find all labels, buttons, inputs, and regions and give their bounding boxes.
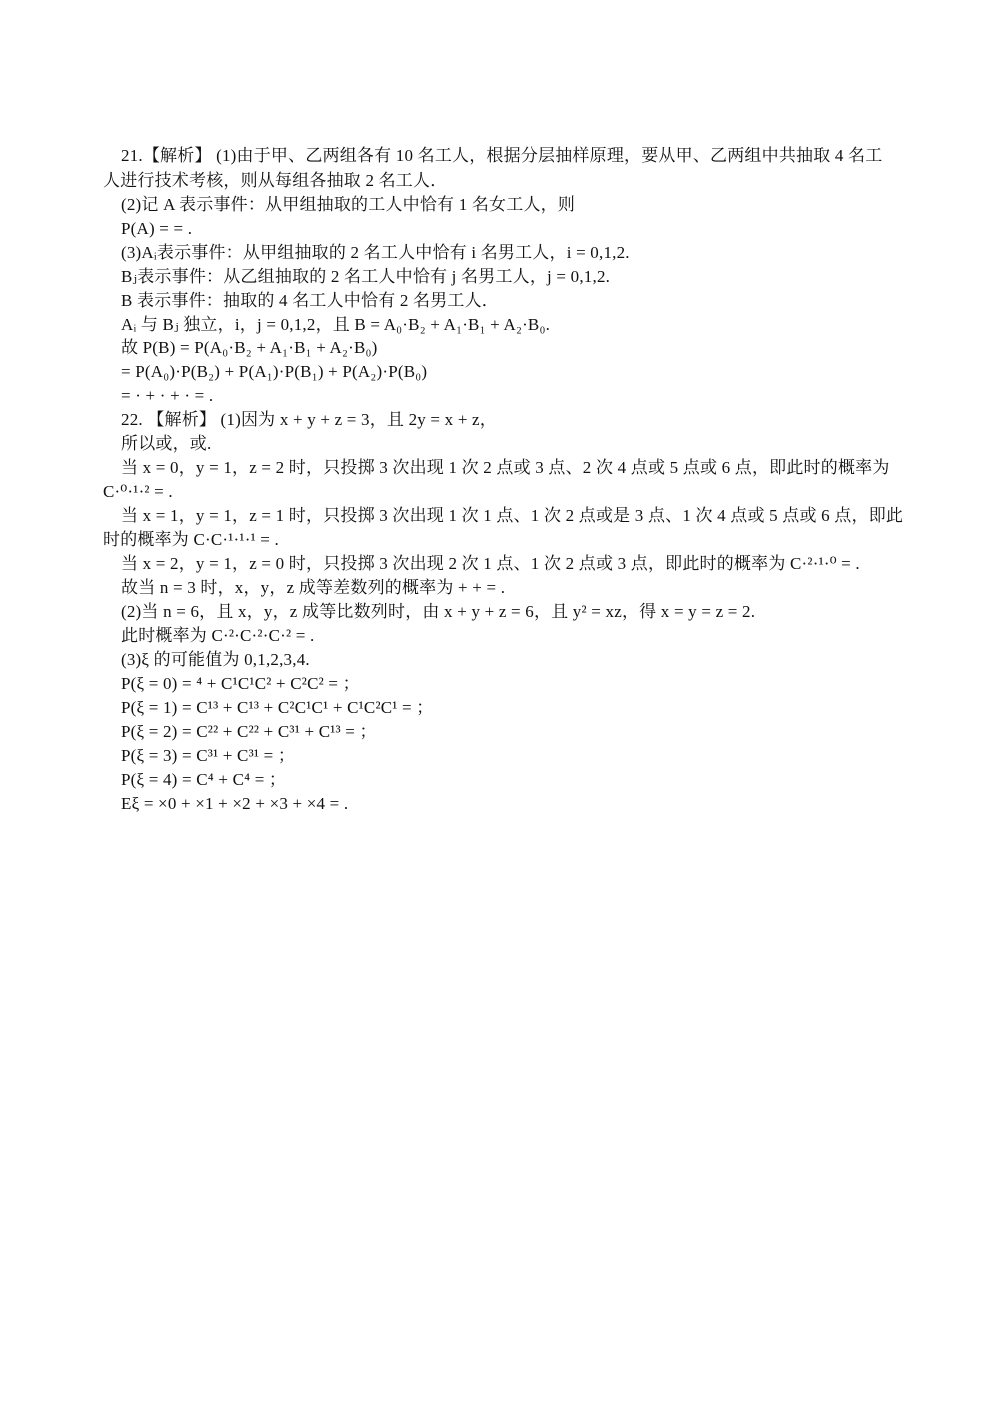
text-line: (2)当 n = 6，且 x，y，z 成等比数列时，由 x + y + z = 6，且 y² = xz，得 x = y = z = 2.: [121, 602, 756, 621]
text-line: P(A) = = .: [121, 219, 193, 238]
text-line: 时的概率为 C·C·¹·¹·¹ = .: [103, 530, 279, 549]
text-line: P(ξ = 0) = ⁴ + C¹C¹C² + C²C² = ；: [121, 674, 360, 693]
text-line: Eξ = ×0 + ×1 + ×2 + ×3 + ×4 = .: [121, 794, 349, 813]
text-line: 故 P(B) = P(A₀·B₂ + A₁·B₁ + A₂·B₀): [121, 338, 378, 357]
text-line: P(ξ = 3) = C³¹ + C³¹ = ；: [121, 746, 296, 765]
text-line: = P(A₀)·P(B₂) + P(A₁)·P(B₁) + P(A₂)·P(B₀): [121, 362, 428, 381]
text-line: P(ξ = 1) = C¹³ + C¹³ + C²C¹C¹ + C¹C²C¹ = ；: [121, 698, 434, 717]
text-line: (3)Aᵢ表示事件：从甲组抽取的 2 名工人中恰有 i 名男工人，i = 0,1,2.: [121, 243, 630, 262]
text-line: 21.【解析】 (1)由于甲、乙两组各有 10 名工人，根据分层抽样原理，要从甲、乙两组中共抽取 4 名工: [121, 146, 883, 165]
text-line: 所以或，或.: [121, 434, 212, 453]
text-line: 当 x = 0，y = 1，z = 2 时，只投掷 3 次出现 1 次 2 点或 3 点、2 次 4 点或 5 点或 6 点，即此时的概率为: [121, 458, 890, 477]
text-line: 当 x = 2，y = 1，z = 0 时，只投掷 3 次出现 2 次 1 点、1 次 2 点或 3 点，即此时的概率为 C·²·¹·⁰ = .: [121, 554, 860, 573]
text-line: 当 x = 1，y = 1，z = 1 时，只投掷 3 次出现 1 次 1 点、1 次 2 点或是 3 点、1 次 4 点或 5 点或 6 点，即此: [121, 506, 904, 525]
text-line: 故当 n = 3 时，x，y，z 成等差数列的概率为 + + = .: [121, 578, 506, 597]
text-line: B 表示事件：抽取的 4 名工人中恰有 2 名男工人．: [121, 291, 499, 310]
text-line: Bⱼ表示事件：从乙组抽取的 2 名工人中恰有 j 名男工人，j = 0,1,2.: [121, 267, 611, 286]
text-line: P(ξ = 4) = C⁴ + C⁴ = ；: [121, 770, 287, 789]
text-line: (3)ξ 的可能值为 0,1,2,3,4.: [121, 650, 310, 669]
text-line: 人进行技术考核，则从每组各抽取 2 名工人．: [103, 171, 448, 190]
text-line: C·⁰·¹·² = .: [103, 482, 173, 501]
text-line: 此时概率为 C·²·C·²·C·² = .: [121, 626, 315, 645]
text-line: P(ξ = 2) = C²² + C²² + C³¹ + C¹³ = ；: [121, 722, 377, 741]
text-line: 22. 【解析】 (1)因为 x + y + z = 3，且 2y = x + z，: [121, 410, 497, 429]
text-line: (2)记 A 表示事件：从甲组抽取的工人中恰有 1 名女工人，则: [121, 195, 576, 214]
text-line: = · + · + · = .: [121, 386, 214, 405]
text-line: Aᵢ 与 Bⱼ 独立，i，j = 0,1,2，且 B = A₀·B₂ + A₁·B₁ + A₂·B₀.: [121, 315, 551, 334]
